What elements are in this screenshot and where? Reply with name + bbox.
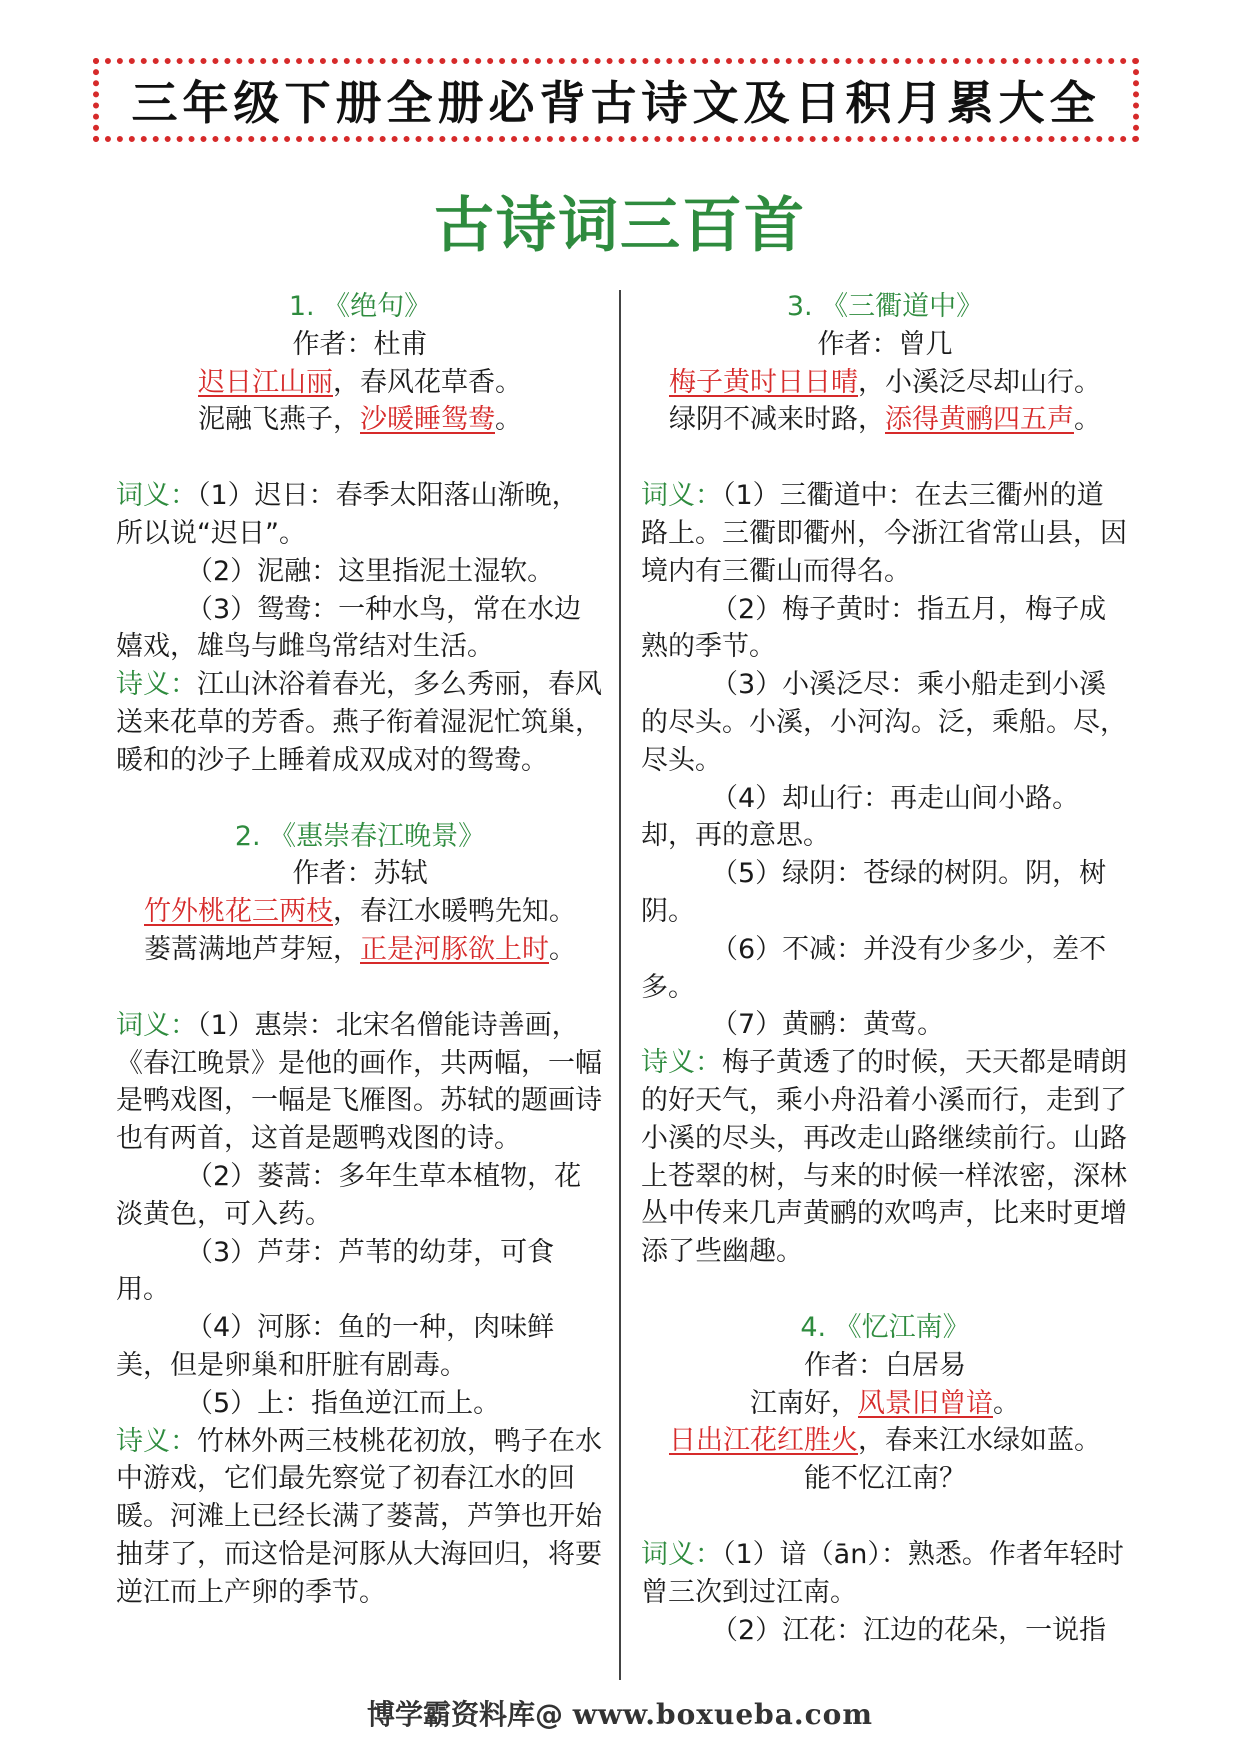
watermark <box>0 1693 1240 1733</box>
poem-line: 迟日江山丽，春风花草香。 <box>198 366 522 398</box>
highlight-text: 风景旧曾谙 <box>858 1387 993 1419</box>
poem-line: 泥融飞燕子，沙暖睡鸳鸯。 <box>198 404 522 436</box>
vocab-label: 词义： <box>641 480 722 512</box>
poem-author: 作者：曾几 <box>817 328 953 360</box>
poem-author: 作者：苏轼 <box>292 858 428 890</box>
vocab-label: 词义： <box>116 1009 197 1041</box>
vocab-entry: （7）黄鹂：黄莺。 <box>711 1009 945 1041</box>
poem-line: 能不忆江南？ <box>804 1463 966 1495</box>
poem-title: 2. 《惠崇春江晚景》 <box>234 820 486 852</box>
poem-author: 作者：白居易 <box>804 1349 966 1381</box>
poem-line: 梅子黄时日日晴，小溪泛尽却山行。 <box>669 366 1101 398</box>
highlight-text: 日出江花红胜火 <box>669 1425 858 1457</box>
vocab-entry: 词义：（1）迟日：春季太阳落山渐晚，所以说“迟日”。 <box>116 480 579 549</box>
vocab-entry: 词义：（1）谙（ān）：熟悉。作者年轻时曾三次到过江南。 <box>641 1538 1124 1608</box>
left-column <box>116 288 604 1612</box>
vocab-entry: （4）却山行：再走山间小路。却，再的意思。 <box>641 782 1080 852</box>
poem-title: 3. 《三衢道中》 <box>786 291 984 322</box>
poem-line: 绿阴不减来时路，添得黄鹂四五声。 <box>669 404 1101 436</box>
meaning-paragraph: 诗义：竹林外两三枝桃花初放，鸭子在水中游戏，它们最先察觉了初春江水的回暖。河滩上已经长满了蒌蒿，芦笋也开始抽芽了，而这恰是河豚从大海回归，将要逆江而上产卵的季节。 <box>116 1425 602 1608</box>
vocab-entry: （2）泥融：这里指泥土湿软。 <box>186 555 555 587</box>
vocab-entry: （3）小溪泛尽：乘小船走到小溪的尽头。小溪，小河沟。泛，乘船。尽，尽头。 <box>641 669 1127 776</box>
poem-title: 1. 《绝句》 <box>288 291 432 322</box>
highlight-text: 梅子黄时日日晴 <box>669 366 858 398</box>
vocab-entry: （3）鸳鸯：一种水鸟，常在水边嬉戏，雄鸟与雌鸟常结对生活。 <box>116 593 582 663</box>
highlight-text: 正是河豚欲上时 <box>360 933 549 965</box>
column-divider <box>619 290 621 1680</box>
vocab-entry: （2）江花：江边的花朵，一说指 <box>711 1614 1107 1646</box>
watermark-site: 博学霸资料库@ <box>367 1698 564 1731</box>
vocab-label: 词义： <box>116 480 197 512</box>
meaning-paragraph: 诗义：江山沐浴着春光，多么秀丽，春风送来花草的芳香。燕子衔着湿泥忙筑巢，暖和的沙子上睡着成双成对的鸳鸯。 <box>116 669 602 776</box>
meaning-label: 诗义： <box>641 1047 722 1079</box>
header-banner <box>93 58 1139 142</box>
vocab-entry: （5）上：指鱼逆江而上。 <box>186 1387 501 1419</box>
vocab-entry: （6）不减：并没有少多少，差不多。 <box>641 933 1107 1003</box>
poem-line: 江南好，风景旧曾谙。 <box>750 1387 1020 1419</box>
poem-line: 蒌蒿满地芦芽短，正是河豚欲上时。 <box>144 933 576 965</box>
vocab-entry: （2）蒌蒿：多年生草本植物，花淡黄色，可入药。 <box>116 1160 582 1230</box>
highlight-text: 沙暖睡鸳鸯 <box>360 404 495 436</box>
highlight-text: 添得黄鹂四五声 <box>885 404 1074 436</box>
page-title: 三年级下册全册必背古诗文及日积月累大全 <box>131 76 1101 130</box>
poem-line: 日出江花红胜火，春来江水绿如蓝。 <box>669 1425 1101 1457</box>
highlight-text: 竹外桃花三两枝 <box>144 896 333 928</box>
vocab-entry: （4）河豚：鱼的一种，肉味鲜美，但是卵巢和肝脏有剧毒。 <box>116 1312 555 1381</box>
meaning-label: 诗义： <box>116 669 197 701</box>
meaning-label: 诗义： <box>116 1425 197 1457</box>
poem-title: 4. 《忆江南》 <box>800 1311 970 1343</box>
vocab-entry: （2）梅子黄时：指五月，梅子成熟的季节。 <box>641 593 1107 663</box>
meaning-paragraph: 诗义：梅子黄透了的时候，天天都是晴朗的好天气，乘小舟沿着小溪而行，走到了小溪的尽头，再改走山路继续前行。山路上苍翠的树，与来的时候一样浓密，深林丛中传来几声黄鹂的欢鸣声，比来时更增添了些幽趣。 <box>641 1047 1127 1268</box>
poem-author: 作者：杜甫 <box>292 328 428 360</box>
highlight-text: 迟日江山丽 <box>198 366 333 398</box>
right-column <box>641 288 1129 1649</box>
vocab-entry: （3）芦芽：芦苇的幼芽，可食用。 <box>116 1236 555 1306</box>
watermark-url: www.boxueba.com <box>572 1698 873 1731</box>
section-title: 古诗词三百首 <box>434 191 806 261</box>
vocab-entry: 词义：（1）惠崇：北宋名僧能诗善画，《春江晚景》是他的画作，共两幅，一幅是鸭戏图，一幅是飞雁图。苏轼的题画诗也有两首，这首是题鸭戏图的诗。 <box>116 1009 602 1155</box>
vocab-entry: 词义：（1）三衢道中：在去三衢州的道路上。三衢即衢州，今浙江省常山县，因境内有三衢山而得名。 <box>641 480 1127 587</box>
vocab-label: 词义： <box>641 1538 722 1570</box>
poem-line: 竹外桃花三两枝，春江水暖鸭先知。 <box>144 896 576 928</box>
vocab-entry: （5）绿阴：苍绿的树阴。阴，树阴。 <box>641 858 1107 927</box>
